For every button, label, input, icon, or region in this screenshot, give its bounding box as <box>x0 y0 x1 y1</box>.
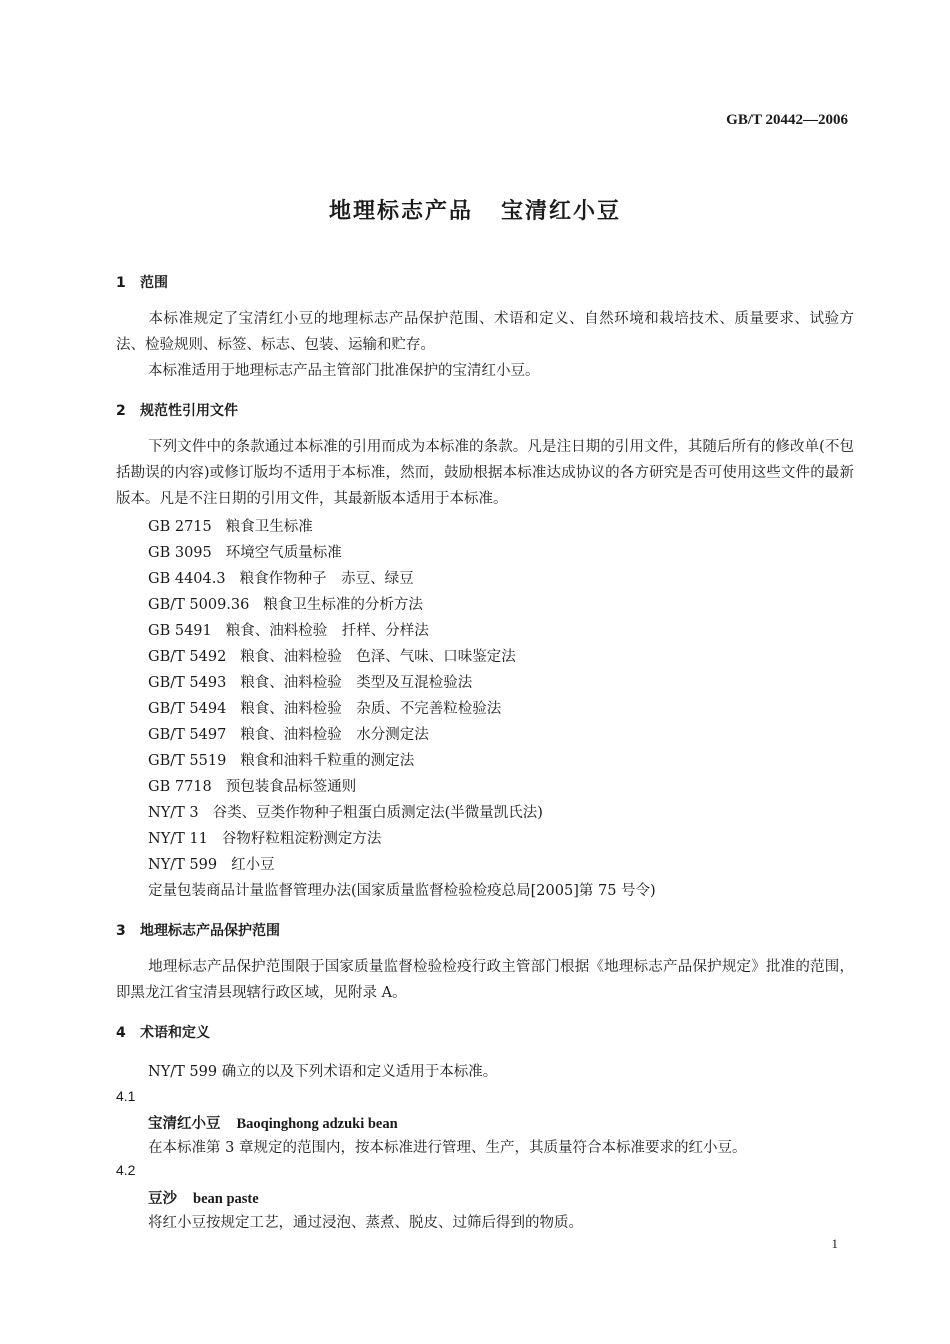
ref-item: GB 7718 预包装食品标签通则 <box>148 779 357 795</box>
term-heading: 豆沙 bean paste <box>148 1191 259 1207</box>
ref-item: GB/T 5494 粮食、油料检验 杂质、不完善粒检验法 <box>148 701 502 717</box>
page-title <box>0 194 950 225</box>
section-2-heading: 2 规范性引用文件 <box>116 403 238 419</box>
title-part2: 宝清红小豆 <box>501 199 622 224</box>
ref-item: GB/T 5493 粮食、油料检验 类型及互混检验法 <box>148 675 473 691</box>
section-3-para: 地理标志产品保护范围限于国家质量监督检验检疫行政主管部门根据《地理标志产品保护规定》批准的范围，即黑龙江省宝清县现辖行政区域，见附录 A。 <box>116 959 854 1001</box>
ref-item: GB/T 5497 粮食、油料检验 水分测定法 <box>148 727 429 743</box>
ref-item: NY/T 599 红小豆 <box>148 857 275 873</box>
title-part1: 地理标志产品 <box>328 199 473 224</box>
section-4-heading: 4 术语和定义 <box>116 1025 210 1041</box>
section-1-para-1: 本标准规定了宝清红小豆的地理标志产品保护范围、术语和定义、自然环境和栽培技术、质量要求、试验方法、检验规则、标签、标志、包装、运输和贮存。 <box>116 311 854 353</box>
ref-item: NY/T 3 谷类、豆类作物种子粗蛋白质测定法(半微量凯氏法) <box>148 805 543 821</box>
term-heading: 宝清红小豆 Baoqinghong adzuki bean <box>148 1116 398 1132</box>
clause-number: 4.2 <box>116 1162 136 1178</box>
ref-item: NY/T 11 谷物籽粒粗淀粉测定方法 <box>148 831 382 847</box>
ref-item: GB 4404.3 粮食作物种子 赤豆、绿豆 <box>148 571 414 587</box>
section-1-para-2: 本标准适用于地理标志产品主管部门批准保护的宝清红小豆。 <box>148 363 540 379</box>
section-1-heading: 1 范围 <box>116 275 168 291</box>
ref-item: GB 3095 环境空气质量标准 <box>148 545 342 561</box>
clause-number: 4.1 <box>116 1088 136 1104</box>
section-2-para: 下列文件中的条款通过本标准的引用而成为本标准的条款。凡是注日期的引用文件，其随后所有的修改单(不包括勘误的内容)或修订版均不适用于本标准，然而，鼓励根据本标准达成协议的各方研究是否可使用这些文件的最新版本。凡是不注日期的引用文件，其最新版本适用于本标准。 <box>116 439 854 507</box>
term-definition: 在本标准第 3 章规定的范围内，按本标准进行管理、生产，其质量符合本标准要求的红小豆。 <box>148 1140 747 1156</box>
section-4-para: NY/T 599 确立的以及下列术语和定义适用于本标准。 <box>148 1064 498 1080</box>
ref-item: GB/T 5519 粮食和油料千粒重的测定法 <box>148 753 415 769</box>
standard-code: GB/T 20442—2006 <box>726 112 848 128</box>
section-3-heading: 3 地理标志产品保护范围 <box>116 923 280 939</box>
page-number: 1 <box>831 1236 838 1251</box>
ref-item: GB 2715 粮食卫生标准 <box>148 519 313 535</box>
ref-item: GB/T 5009.36 粮食卫生标准的分析方法 <box>148 597 423 613</box>
ref-item: GB 5491 粮食、油料检验 扦样、分样法 <box>148 623 429 639</box>
ref-item: GB/T 5492 粮食、油料检验 色泽、气味、口味鉴定法 <box>148 649 516 665</box>
term-definition: 将红小豆按规定工艺，通过浸泡、蒸煮、脱皮、过筛后得到的物质。 <box>148 1215 583 1231</box>
ref-item: 定量包装商品计量监督管理办法(国家质量监督检验检疫总局[2005]第 75 号令) <box>148 883 656 899</box>
